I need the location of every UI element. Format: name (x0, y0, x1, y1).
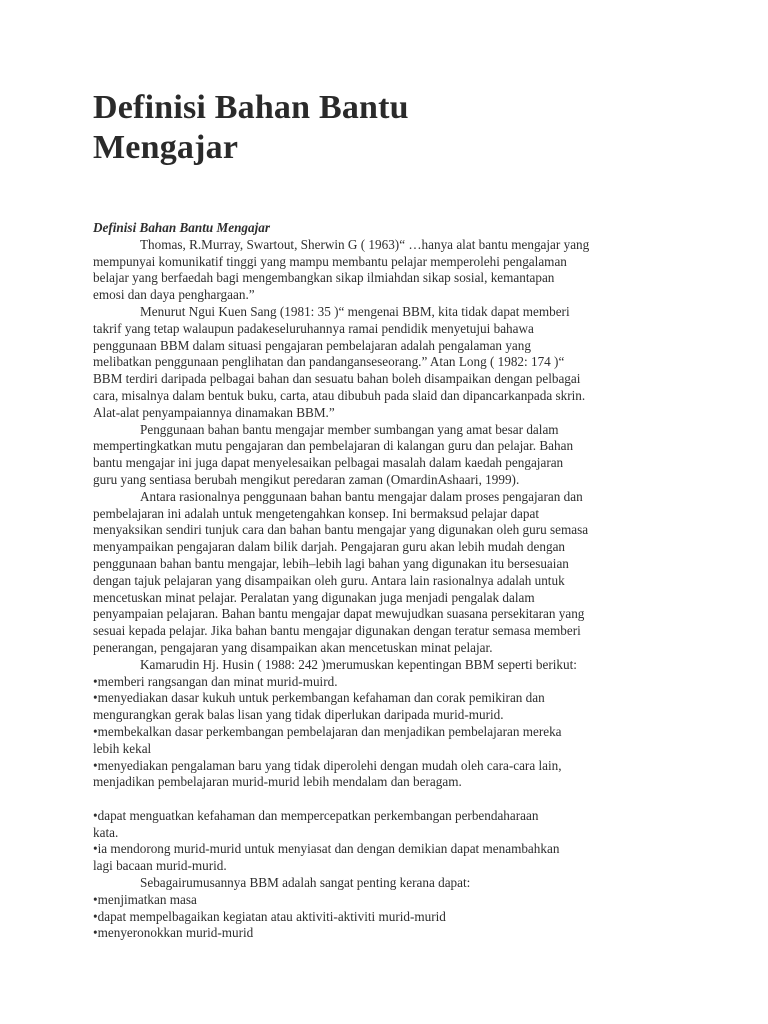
text-line: dengan tajuk pelajaran yang disampaikan oleh guru. Antara lain rasionalnya adalah untuk (93, 572, 565, 588)
text-line: emosi dan daya penghargaan.” (93, 287, 255, 303)
text-line: lagi bacaan murid-murid. (93, 858, 227, 874)
text-line: Thomas, R.Murray, Swartout, Sherwin G ( 1963)“ …hanya alat bantu mengajar yang (140, 236, 590, 252)
text-line: kata. (93, 824, 119, 840)
text-line: •menyeronokkan murid-murid (93, 925, 254, 941)
text-line: •menyediakan pengalaman baru yang tidak diperolehi dengan mudah oleh cara-cara lain, (93, 757, 562, 773)
text-line: BBM terdiri daripada pelbagai bahan dan sesuatu bahan boleh disampaikan dengan pelbagai (93, 371, 581, 387)
text-line: •dapat menguatkan kefahaman dan mempercepatkan perkembangan perbendaharaan (93, 807, 539, 823)
text-line: penggunaan bahan bantu mengajar, lebih–lebih lagi bahan yang digunakan itu bersesuaian (93, 555, 569, 571)
text-line: •menjimatkan masa (93, 891, 197, 907)
text-line: bantu mengajar ini juga dapat menyelesaikan pelbagai masalah dalam kaedah pengajaran (93, 455, 564, 471)
text-line: lebih kekal (93, 740, 152, 756)
text-line: takrif yang tetap walaupun padakeseluruhannya ramai pendidik menyetujui bahawa (93, 320, 534, 336)
text-line: •menyediakan dasar kukuh untuk perkembangan kefahaman dan corak pemikiran dan (93, 690, 545, 706)
text-line: mempunyai komunikatif tinggi yang mampu membantu pelajar memperolehi pengalaman (93, 253, 567, 269)
text-line: mencetuskan minat pelajar. Peralatan yang digunakan juga menjadi pengalak dalam (93, 589, 535, 605)
text-line: cara, misalnya dalam bentuk buku, carta, atau dibubuh pada slaid dan dipancarkanpada skrin. (93, 387, 586, 403)
text-line: •membekalkan dasar perkembangan pembelajaran dan menjadikan pembelajaran mereka (93, 723, 562, 739)
text-line: sesuai kepada pelajar. Jika bahan bantu mengajar digunakan dengan teratur semasa memberi (93, 623, 581, 639)
text-line: menyampaikan pengajaran dalam bilik darjah. Pengajaran guru akan lebih mudah dengan (93, 539, 566, 555)
text-line: Sebagairumusannya BBM adalah sangat penting kerana dapat: (140, 875, 471, 891)
text-line: Kamarudin Hj. Husin ( 1988: 242 )merumuskan kepentingan BBM seperti berikut: (140, 656, 577, 672)
text-line: •ia mendorong murid-murid untuk menyiasat dan dengan demikian dapat menambahkan (93, 841, 560, 857)
document-page (93, 88, 683, 942)
text-line: •memberi rangsangan dan minat murid-muird. (93, 673, 338, 689)
document-body (93, 220, 683, 942)
blank-line (93, 791, 683, 808)
text-line: guru yang sentiasa berubah mengikut peredaran zaman (OmardinAshaari, 1999). (93, 471, 520, 487)
text-line: Alat-alat penyampaiannya dinamakan BBM.” (93, 404, 335, 420)
text-line: melibatkan penggunaan penglihatan dan pandanganseseorang.” Atan Long ( 1982: 174 )“ (93, 354, 565, 370)
text-line: Menurut Ngui Kuen Sang (1981: 35 )“ mengenai BBM, kita tidak dapat memberi (140, 303, 570, 319)
text-line: Penggunaan bahan bantu mengajar member sumbangan yang amat besar dalam (140, 421, 559, 437)
page-title-line-2: Mengajar (93, 129, 239, 166)
text-line: penggunaan BBM dalam situasi pengajaran pembelajaran adalah pengalaman yang (93, 337, 531, 353)
text-line: •dapat mempelbagaikan kegiatan atau aktiviti-aktiviti murid-murid (93, 908, 446, 924)
text-line: mengurangkan gerak balas lisan yang tidak diperlukan daripada murid-murid. (93, 707, 504, 723)
page-title-line-1: Definisi Bahan Bantu (93, 89, 409, 126)
text-line: penyampaian pelajaran. Bahan bantu mengajar dapat mewujudkan suasana persekitaran yang (93, 606, 585, 622)
text-line: belajar yang berfaedah bagi mengembangkan sikap ilmiahdan sikap sosial, kemantapan (93, 270, 555, 286)
text-line: menyaksikan sendiri tunjuk cara dan bahan bantu mengajar yang digunakan oleh guru semasa (93, 522, 589, 538)
text-line: menjadikan pembelajaran murid-murid lebih mendalam dan beragam. (93, 774, 462, 790)
text-line: penerangan, pengajaran yang disampaikan akan mencetuskan minat pelajar. (93, 639, 493, 655)
page-title (93, 88, 683, 168)
text-line: mempertingkatkan mutu pengajaran dan pembelajaran di kalangan guru dan pelajar. Bahan (93, 438, 574, 454)
document-subtitle: Definisi Bahan Bantu Mengajar (93, 220, 270, 235)
text-line: Antara rasionalnya penggunaan bahan bantu mengajar dalam proses pengajaran dan (140, 488, 583, 504)
text-line: pembelajaran ini adalah untuk mengetengahkan konsep. Ini bermaksud pelajar dapat (93, 505, 540, 521)
